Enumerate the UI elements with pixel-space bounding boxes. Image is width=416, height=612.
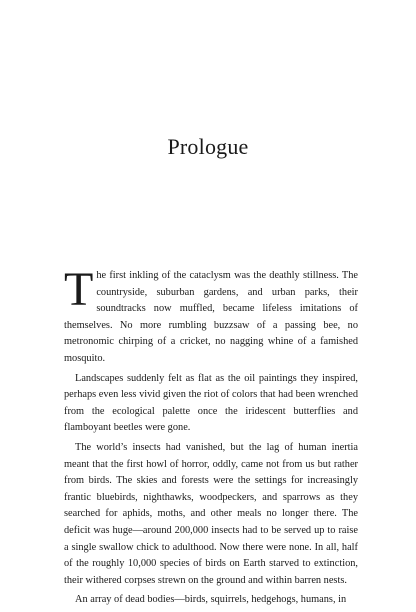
paragraph-2: Landscapes suddenly felt as flat as the oil paintings they inspired, perhaps even less vivid given the riot of colors that had been wrenched from the ecological palette once the iridescent butterflies and flamboyant beetles were gone. [64, 372, 358, 434]
drop-cap: T [64, 263, 94, 316]
paragraph-3: The world’s insects had vanished, but the lag of human inertia meant that the first howl of horror, oddly, came not from us but rather from birds. The skies and forests were the settings for increasingly frantic bluebirds, nighthawks, woodpeckers, and sparrows as they searched for aphids, moths, and other meals no longer there. The deficit was huge—around 200,000 insects had to be served up to raise a single swallow chick to adulthood. Now there were none. In all, half of the roughly 10,000 species of birds on Earth starved to extinction, their withered corpses strewn on the ground and within barren nests. [64, 441, 358, 586]
paragraph-1 [64, 263, 358, 368]
chapter-body [64, 263, 358, 612]
paragraph-4: An array of dead bodies—birds, squirrels, hedgehogs, humans, in [75, 594, 347, 606]
paragraph-1-text: he first inkling of the cataclysm was the deathly stillness. The countryside, suburban gardens, and urban parks, their soundtracks now muffled, became lifeless imitations of themselves. No more rumbling buzzsaw of a passing bee, no metronomic chirping of a cricket, no nagging whine of a famished mosquito. [64, 270, 358, 364]
chapter-title: Prologue [167, 134, 249, 159]
